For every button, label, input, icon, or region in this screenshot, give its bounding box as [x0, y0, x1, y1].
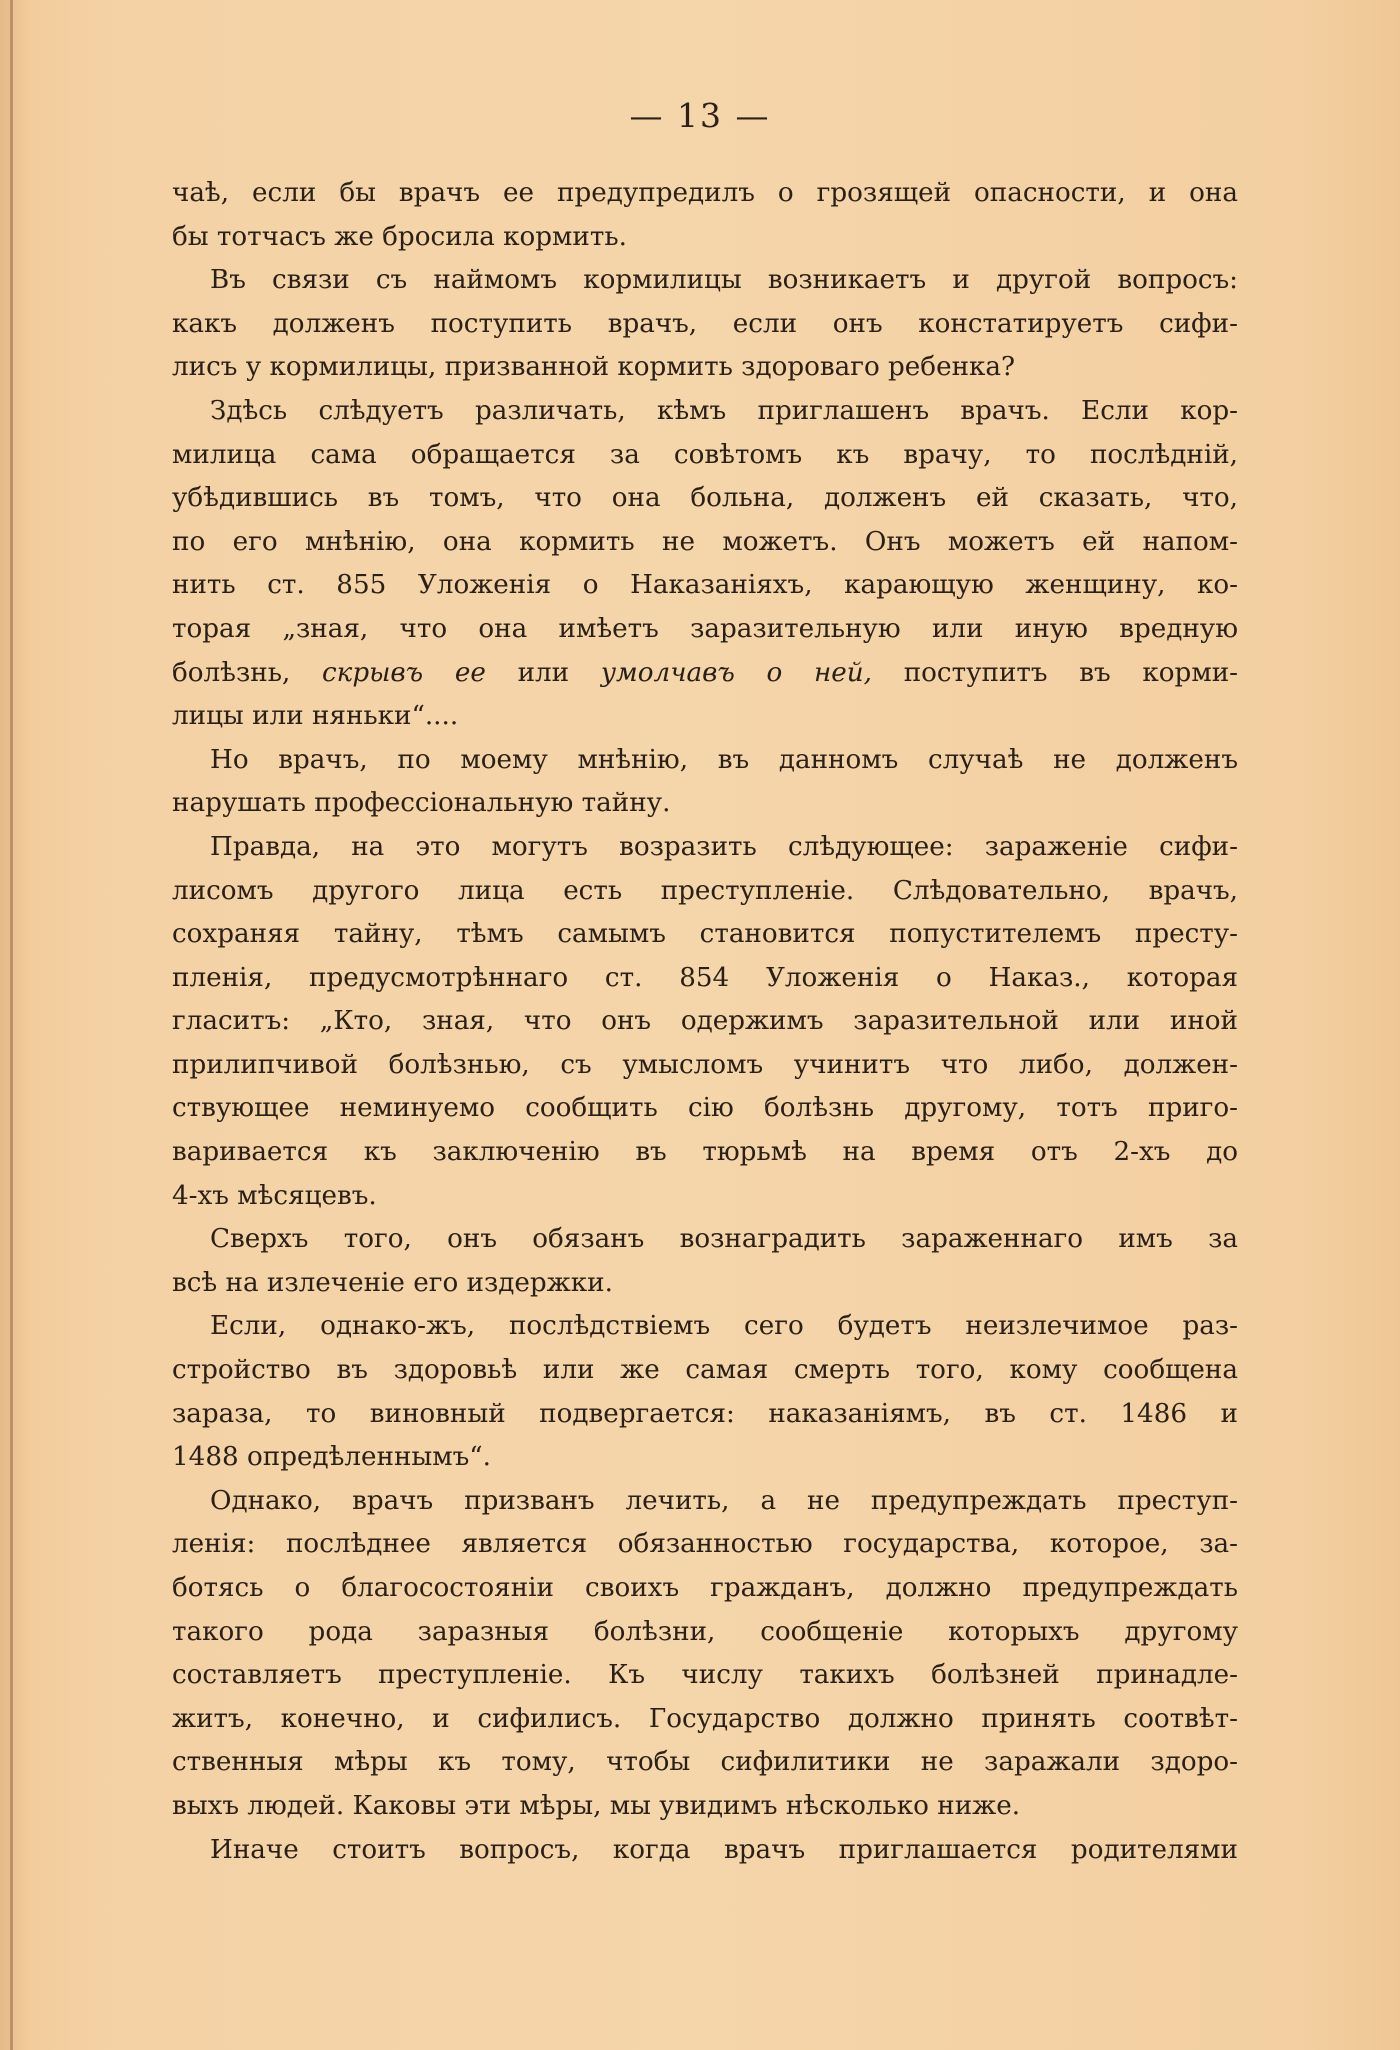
text-line: пленія, предусмотрѣннаго ст. 854 Уложенія о Наказ., которая: [172, 962, 1238, 993]
text-line: Въ связи съ наймомъ кормилицы возникаетъ и другой вопросъ:: [210, 265, 1238, 296]
text-line: зараза, то виновный подвергается: наказаніямъ, въ ст. 1486 и: [172, 1398, 1238, 1429]
text-line: гласитъ: „Кто, зная, что онъ одержимъ заразительной или иной: [172, 1006, 1238, 1037]
text-fragment: поступитъ въ корми-: [871, 657, 1238, 688]
text-line: сохраняя тайну, тѣмъ самымъ становится попустителемъ престу-: [172, 919, 1238, 950]
text-line: лицы или няньки“....: [172, 701, 459, 732]
text-line: нить ст. 855 Уложенія о Наказаніяхъ, карающую женщину, ко-: [172, 570, 1238, 601]
text-line: лисомъ другого лица есть преступленіе. Слѣдовательно, врачъ,: [172, 875, 1238, 906]
text-fragment: болѣзнь,: [172, 657, 323, 688]
text-line: житъ, конечно, и сифилисъ. Государство должно принять соотвѣт-: [172, 1703, 1238, 1734]
text-fragment: или: [485, 657, 601, 688]
text-line: Здѣсь слѣдуетъ различать, кѣмъ приглашенъ врачъ. Если кор-: [210, 395, 1238, 426]
text-line: варивается къ заключенію въ тюрьмѣ на время отъ 2-хъ до: [172, 1137, 1238, 1168]
page-number: — 13 —: [629, 96, 771, 135]
text-line: 1488 опредѣленнымъ“.: [172, 1442, 491, 1473]
body-text: [172, 172, 1238, 1872]
page-fold-edge: [10, 0, 13, 2050]
text-line: милица сама обращается за совѣтомъ къ врачу, то послѣдній,: [172, 439, 1238, 470]
text-line: по его мнѣнію, она кормить не можетъ. Онъ можетъ ей напом-: [172, 526, 1238, 557]
text-line: ствующее неминуемо сообщить сію болѣзнь другому, тотъ приго-: [172, 1093, 1238, 1124]
text-line: 4-хъ мѣсяцевъ.: [172, 1180, 377, 1211]
text-line: ботясь о благосостояніи своихъ гражданъ, должно предупреждать: [172, 1573, 1238, 1603]
italic-phrase: скрывъ ее: [322, 657, 486, 688]
text-line: такого рода заразныя болѣзни, сообщеніе которыхъ другому: [172, 1616, 1238, 1647]
italic-phrase: умолчавъ о ней,: [600, 657, 872, 688]
text-line: Однако, врачъ призванъ лечить, а не предупреждать преступ-: [210, 1485, 1238, 1516]
text-line: нарушать профессіональную тайну.: [172, 788, 671, 819]
text-line: Сверхъ того, онъ обязанъ вознаградить зараженнаго имъ за: [210, 1224, 1238, 1255]
text-line: чаѣ, если бы врачъ ее предупредилъ о грозящей опасности, и она: [172, 178, 1238, 208]
text-line: Но врачъ, по моему мнѣнію, въ данномъ случаѣ не долженъ: [210, 744, 1238, 775]
text-line: Если, однако-жъ, послѣдствіемъ сего будетъ неизлечимое раз-: [210, 1311, 1238, 1342]
text-line: торая „зная, что она имѣетъ заразительную или иную вредную: [172, 613, 1238, 644]
text-line: прилипчивой болѣзнью, съ умысломъ учинитъ что либо, должен-: [172, 1049, 1238, 1080]
text-line: Иначе стоитъ вопросъ, когда врачъ приглашается родителями: [210, 1834, 1238, 1865]
text-line: ственныя мѣры къ тому, чтобы сифилитики не заражали здоро-: [172, 1747, 1238, 1778]
text-line: какъ долженъ поступить врачъ, если онъ констатируетъ сифи-: [172, 308, 1238, 339]
text-line: бы тотчасъ же бросила кормить.: [172, 221, 627, 252]
text-line: всѣ на излеченіе его издержки.: [172, 1267, 613, 1298]
text-line: выхъ людей. Каковы эти мѣры, мы увидимъ нѣсколько ниже.: [172, 1790, 1021, 1821]
text-line: стройство въ здоровьѣ или же самая смерть того, кому сообщена: [172, 1355, 1238, 1386]
text-line: [172, 652, 1238, 696]
text-line: Правда, на это могутъ возразить слѣдующее: зараженіе сифи-: [210, 831, 1238, 862]
text-line: ленія: послѣднее является обязанностью государства, которое, за-: [172, 1529, 1238, 1560]
text-line: лисъ у кормилицы, призванной кормить здороваго ребенка?: [172, 352, 1016, 383]
text-line: убѣдившись въ томъ, что она больна, долженъ ей сказать, что,: [172, 483, 1238, 514]
text-line: составляетъ преступленіе. Къ числу такихъ болѣзней принадле-: [172, 1660, 1238, 1691]
